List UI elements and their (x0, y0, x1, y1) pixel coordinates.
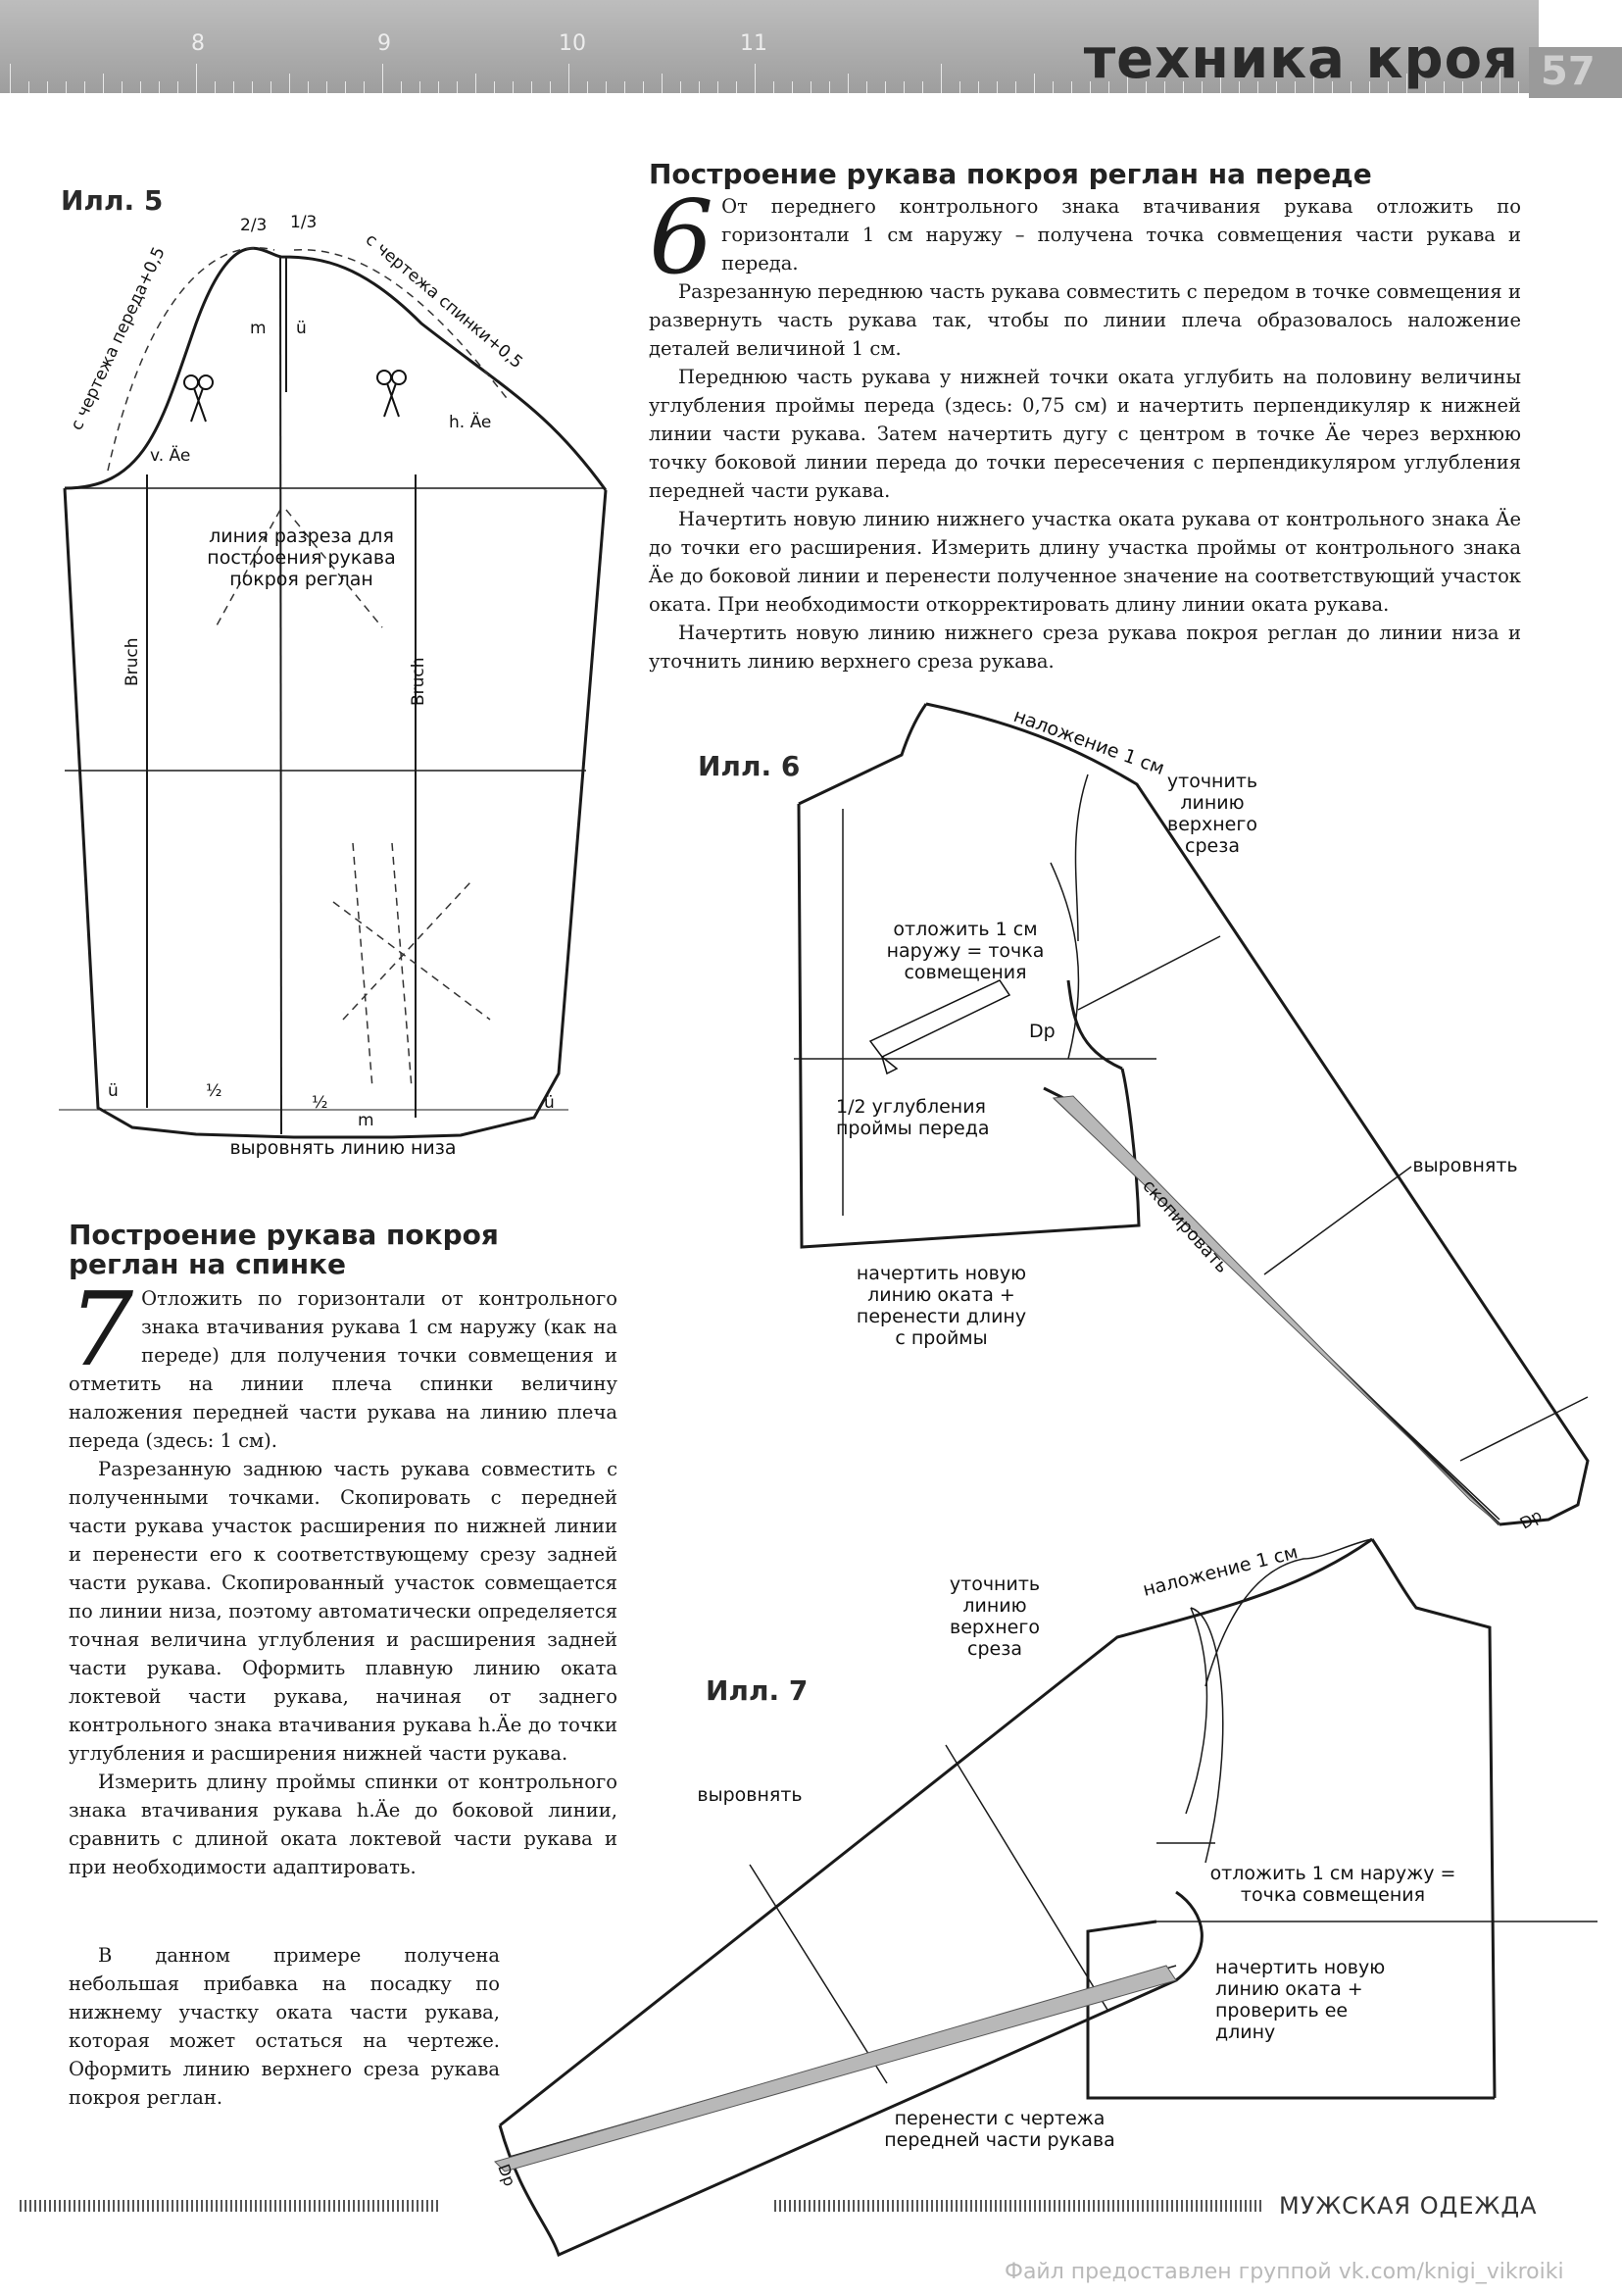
ill6-label: Илл. 6 (698, 750, 801, 782)
ill5-arc-right-label: с чертежа спинки+0,5 (361, 229, 526, 374)
ill5-bruch-left: Bruch (123, 637, 142, 686)
ruler-number: 11 (740, 31, 767, 56)
step6-paragraph: Начертить новую линию нижнего участка оката рукава от контрольного знака Äe до точки его расширения. Измерить длину участка проймы от контрольного знака Äe до боковой линии и перенести полученное значение на соответствующий участок оката. При необходимости откорректировать длину линии оката рукава. (649, 508, 1521, 616)
step6-heading: Построение рукава покроя реглан на переде (649, 158, 1372, 190)
ill5-m: m (250, 319, 267, 338)
ill7-dp: Dp (494, 2161, 519, 2189)
ruler-number: 9 (377, 31, 391, 56)
step7-dropcap: 7 (69, 1270, 134, 1389)
page-number: 57 (1541, 49, 1596, 94)
section-title: техника кроя (1083, 27, 1519, 91)
ill5-cut-line-label: линия разреза для построения рукава покроя реглан (207, 525, 396, 590)
ill5-v-ae: v. Äe (150, 446, 191, 466)
ill5-u-bottom: ü (108, 1081, 119, 1101)
footer-bar-left (20, 2200, 441, 2212)
ill6-align: выровнять (1412, 1155, 1518, 1176)
step7-paragraph: Отложить по горизонтали от контрольного знака втачивания рукава 1 см наружу (как на переде) для получения точки совмещения и отметить на линии плеча спинки величину наложения передней части рукава на линию плеча переда (здесь: 1 см). (69, 1287, 617, 1452)
ruler-number: 10 (559, 31, 586, 56)
step7-paragraph: В данном примере получена небольшая прибавка на посадку по нижнему участку оката части рукава, которая может остаться на чертеже. Оформить линию верхнего среза рукава покроя реглан. (69, 1944, 500, 2109)
ill5-half-left: ½ (206, 1081, 222, 1101)
ill5-frac-right: 1/3 (290, 213, 318, 232)
ill6-half-armhole: 1/2 углубления проймы переда (836, 1096, 990, 1139)
step6-paragraph: Начертить новую линию нижнего среза рукава покроя реглан до линии низа и уточнить линию верхнего среза рукава. (649, 622, 1521, 673)
ill5-label: Илл. 5 (61, 184, 164, 217)
ill6-dp-bottom: Dp (1516, 1505, 1546, 1533)
ill5-frac-left: 2/3 (240, 216, 268, 235)
step7-paragraph: Измерить длину проймы спинки от контрольного знака втачивания рукава h.Äe до боковой линии, сравнить с длиной оката локтевой части рукава и при необходимости адаптировать. (69, 1771, 617, 1878)
ill7-transfer: перенести с чертежа передней части рукава (884, 2108, 1115, 2151)
ill7-refine-top: уточнить линию верхнего среза (949, 1573, 1041, 1660)
ill6-new-cap: начертить новую линию оката + перенести длину с проймы (856, 1263, 1027, 1349)
step7-heading: Построение рукава покроя реглан на спинке (69, 1219, 499, 1280)
ruler-number: 8 (191, 31, 205, 56)
ill6-overlap: наложение 1 см (1010, 705, 1168, 780)
ill5-arc-left-label: с чертежа переда+0,5 (67, 243, 170, 434)
ill5-hem-label: выровнять линию низа (229, 1137, 457, 1159)
ill7-offset: отложить 1 см наружу = точка совмещения (1209, 1863, 1456, 1906)
ill6-offset: отложить 1 см наружу = точка совмещения (886, 919, 1045, 983)
step6-paragraph: Переднюю часть рукава у нижней точки оката углубить на половину величины углубления проймы переда (здесь: 0,75 см) и начертить перпендикуляр к нижней линии части рукава. Затем начертить дугу с центром в точке Äe через верхнюю точку боковой линии переда до точки пересечения с перпендикуляром углубления передней части рукава. (649, 366, 1521, 502)
step6-dropcap: 6 (649, 177, 714, 297)
ill6-refine-top: уточнить линию верхнего среза (1166, 771, 1258, 857)
ill7-label: Илл. 7 (706, 1674, 809, 1707)
step6-paragraph: От переднего контрольного знака втачивания рукава отложить по горизонтали 1 см наружу – получена точка совмещения части рукава и переда. (721, 195, 1521, 275)
step7-paragraph: Разрезанную заднюю часть рукава совместить с полученными точками. Скопировать с передней части рукава участок расширения по нижней линии и перенести его к соответствующему срезу задней части рукава. Скопированный участок совмещается по линии низа, поэтому автоматически определяется точная величина углубления и расширения задней части рукава. Оформить плавную линию оката локтевой части рукава, начиная от заднего контрольного знака втачивания рукава h.Äe до точки углубления и расширения нижней части рукава. (69, 1458, 617, 1765)
ill7-align: выровнять (697, 1784, 803, 1806)
footer-bar-right (774, 2200, 1264, 2212)
credit-text: Файл предоставлен группой vk.com/knigi_vikroiki (1005, 2260, 1564, 2284)
ill5-h-ae: h. Äe (449, 413, 492, 432)
ill5-u-bottom-right: ü (544, 1093, 555, 1113)
ill6-copy: скопировать (1138, 1175, 1233, 1277)
ill5-bruch-right: Bruch (409, 657, 428, 706)
ill7-overlap: наложение 1 см (1140, 1541, 1301, 1601)
ill5-m-bottom: m (358, 1111, 374, 1130)
step6-paragraph: Разрезанную переднюю часть рукава совместить с передом в точке совмещения и развернуть часть рукава так, чтобы по линии плеча образовалось наложение деталей величиной 1 см. (649, 280, 1521, 360)
ill6-dp: Dp (1029, 1021, 1056, 1042)
magazine-title: МУЖСКАЯ ОДЕЖДА (1279, 2192, 1538, 2220)
ill5-u: ü (296, 319, 307, 338)
ill5-half-right: ½ (312, 1093, 328, 1113)
ill7-new-cap: начертить новую линию оката + проверить ее длину (1215, 1957, 1386, 2043)
